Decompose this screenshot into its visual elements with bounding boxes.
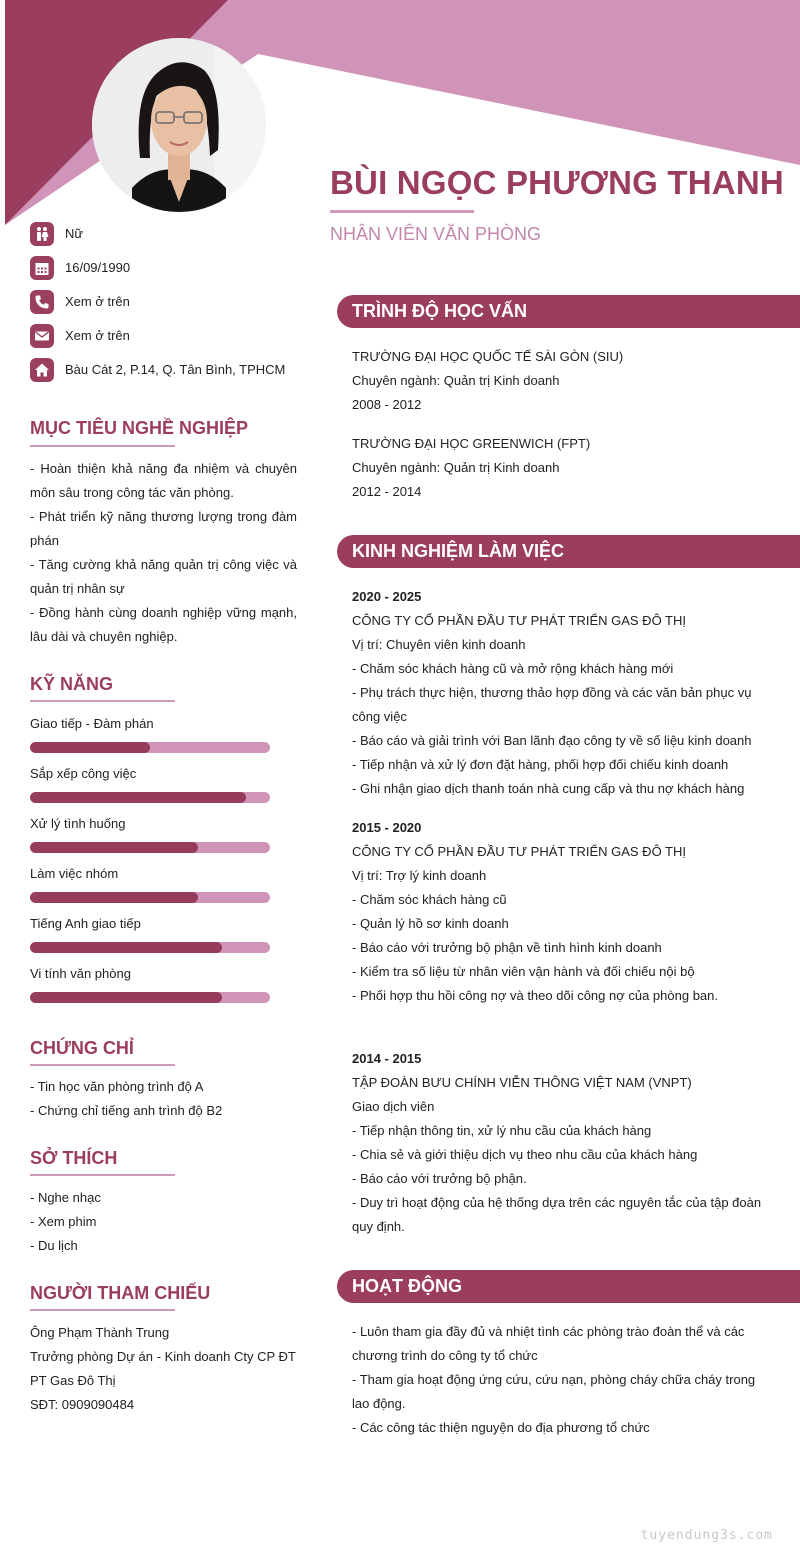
candidate-name: BÙI NGỌC PHƯƠNG THANH (330, 164, 784, 201)
objective-item: - Đồng hành cùng doanh nghiệp vững mạnh, lâu dài và chuyên nghiệp. (30, 605, 297, 644)
experience-task: - Ghi nhận giao dịch thanh toán nhà cung cấp và thu nợ khách hàng (352, 781, 745, 796)
skills-title: KỸ NĂNG (30, 674, 114, 694)
job-title: NHÂN VIÊN VĂN PHÒNG (330, 224, 542, 244)
education-header (337, 295, 800, 328)
certificate-item: - Tin học văn phòng trình độ A (30, 1079, 204, 1094)
hobby-item: - Xem phim (30, 1214, 97, 1229)
education-major: Chuyên ngành: Quản trị Kinh doanh (352, 460, 560, 475)
skills-underline (30, 700, 175, 702)
objective-item: - Phát triển kỹ năng thương lượng trong đàm phán (30, 509, 297, 548)
contact-email (30, 324, 320, 348)
skill-bar-fill (30, 992, 222, 1003)
certificate-item: - Chứng chỉ tiếng anh trình độ B2 (30, 1103, 223, 1118)
experience-entry (352, 816, 762, 1008)
contact-gender-text: Nữ (65, 226, 84, 241)
skill-bar-fill (30, 942, 222, 953)
experience-entry (352, 585, 762, 801)
skill-bar-fill (30, 742, 150, 753)
certificates-list (30, 1075, 297, 1123)
skill-bar-fill (30, 892, 198, 903)
contact-email-text: Xem ở trên (65, 328, 130, 343)
skill-label: Vi tính văn phòng (30, 966, 131, 981)
experience-task: - Báo cáo và giải trình với Ban lãnh đạo công ty về số liệu kinh doanh (352, 733, 752, 748)
reference-title: NGƯỜI THAM CHIẾU (30, 1283, 211, 1303)
portrait-photo (92, 38, 266, 212)
experience-company: CÔNG TY CỔ PHẦN ĐẦU TƯ PHÁT TRIỂN GAS ĐÔ THỊ (352, 844, 686, 859)
experience-title: KINH NGHIỆM LÀM VIỆC (352, 541, 565, 561)
contact-birthday (30, 256, 320, 280)
skill-label: Xử lý tình huống (30, 816, 126, 831)
hobbies-list (30, 1186, 297, 1258)
education-title: TRÌNH ĐỘ HỌC VẤN (352, 301, 527, 321)
objective-underline (30, 445, 175, 447)
experience-task: - Báo cáo với trưởng bộ phận. (352, 1171, 527, 1186)
activities-list (352, 1320, 762, 1440)
hobby-item: - Nghe nhạc (30, 1190, 101, 1205)
education-major: Chuyên ngành: Quản trị Kinh doanh (352, 373, 560, 388)
experience-position: Vị trí: Chuyên viên kinh doanh (352, 637, 526, 652)
experience-years: 2014 - 2015 (352, 1051, 422, 1066)
education-school: TRƯỜNG ĐẠI HỌC GREENWICH (FPT) (352, 436, 591, 451)
education-list (352, 345, 762, 504)
contact-address-text: Bàu Cát 2, P.14, Q. Tân Bình, TPHCM (65, 362, 286, 377)
skill-bar (30, 842, 270, 853)
experience-task: - Phụ trách thực hiện, thương thảo hợp đồng và các văn bản phục vụ công việc (352, 685, 752, 724)
education-years: 2012 - 2014 (352, 484, 422, 499)
watermark: tuyendung3s.com (640, 1528, 773, 1543)
calendar-icon (30, 256, 54, 280)
experience-task: - Tiếp nhận thông tin, xử lý nhu cầu của khách hàng (352, 1123, 652, 1138)
objective-list (30, 457, 297, 649)
hobbies-title: SỞ THÍCH (30, 1148, 118, 1168)
experience-task: - Kiểm tra số liệu từ nhân viên vận hành và đối chiếu nội bộ (352, 964, 695, 979)
certificates-title: CHỨNG CHỈ (30, 1038, 134, 1058)
skill-bar (30, 992, 270, 1003)
reference-underline (30, 1309, 175, 1311)
experience-company: TẬP ĐOÀN BƯU CHÍNH VIỄN THÔNG VIỆT NAM (VNPT) (352, 1075, 692, 1090)
activity-item: - Luôn tham gia đầy đủ và nhiệt tình các phòng trào đoàn thể và các chương trình do công ty tổ chức (352, 1324, 745, 1363)
experience-position: Vị trí: Trợ lý kinh doanh (352, 868, 487, 883)
contact-address (30, 358, 320, 382)
hobbies-underline (30, 1174, 175, 1176)
hobby-item: - Du lịch (30, 1238, 78, 1253)
email-icon (30, 324, 54, 348)
activities-header (337, 1270, 800, 1303)
activity-item: - Các công tác thiện nguyện do địa phương tổ chức (352, 1420, 650, 1435)
objective-title: MỤC TIÊU NGHỀ NGHIỆP (30, 418, 249, 438)
contact-phone (30, 290, 320, 314)
experience-position: Giao dịch viên (352, 1099, 435, 1114)
experience-task: - Quản lý hồ sơ kinh doanh (352, 916, 509, 931)
experience-header (337, 535, 800, 568)
reference-position: Trưởng phòng Dự án - Kinh doanh Cty CP ĐT PT Gas Đô Thị (30, 1349, 296, 1388)
objective-item: - Hoàn thiện khả năng đa nhiệm và chuyên môn sâu trong công tác văn phòng. (30, 461, 297, 500)
skill-label: Sắp xếp công việc (30, 766, 137, 781)
skill-bar (30, 892, 270, 903)
phone-icon (30, 290, 54, 314)
reference-phone: SĐT: 0909090484 (30, 1397, 135, 1412)
name-underline (330, 210, 474, 213)
experience-task: - Chia sẻ và giới thiệu dịch vụ theo nhu cầu của khách hàng (352, 1147, 698, 1162)
skill-bar (30, 942, 270, 953)
skill-bar-fill (30, 792, 246, 803)
experience-task: - Báo cáo với trưởng bộ phận về tình hình kinh doanh (352, 940, 662, 955)
certificates-underline (30, 1064, 175, 1066)
avatar (92, 38, 266, 212)
contact-birthday-text: 16/09/1990 (65, 260, 131, 275)
experience-task: - Chăm sóc khách hàng cũ (352, 892, 507, 907)
objective-item: - Tăng cường khả năng quản trị công việc và quản trị nhân sự (30, 557, 297, 596)
experience-task: - Duy trì hoạt động của hệ thống dựa trên các nguyên tắc của tập đoàn quy định. (352, 1195, 762, 1234)
experience-company: CÔNG TY CỔ PHẦN ĐẦU TƯ PHÁT TRIỂN GAS ĐÔ THỊ (352, 613, 686, 628)
activity-item: - Tham gia hoạt động ứng cứu, cứu nạn, phòng cháy chữa cháy trong lao động. (352, 1372, 756, 1411)
experience-task: - Tiếp nhận và xử lý đơn đặt hàng, phối hợp đối chiếu kinh doanh (352, 757, 729, 772)
education-years: 2008 - 2012 (352, 397, 422, 412)
experience-task: - Phối hợp thu hồi công nợ và theo dõi công nợ của phòng ban. (352, 988, 718, 1003)
activities-title: HOẠT ĐỘNG (352, 1276, 462, 1296)
gender-icon (30, 222, 54, 246)
skill-label: Tiếng Anh giao tiếp (30, 916, 141, 931)
education-school: TRƯỜNG ĐẠI HỌC QUỐC TẾ SÀI GÒN (SIU) (352, 349, 624, 364)
experience-years: 2020 - 2025 (352, 589, 422, 604)
skill-bar-fill (30, 842, 198, 853)
skill-bar (30, 792, 270, 803)
home-icon (30, 358, 54, 382)
reference-info (30, 1321, 297, 1417)
contact-phone-text: Xem ở trên (65, 294, 130, 309)
skill-bar (30, 742, 270, 753)
skill-label: Giao tiếp - Đàm phán (30, 716, 154, 731)
experience-task: - Chăm sóc khách hàng cũ và mở rộng khách hàng mới (352, 661, 674, 676)
experience-entry (352, 1047, 762, 1239)
skill-label: Làm việc nhóm (30, 866, 119, 881)
experience-years: 2015 - 2020 (352, 820, 422, 835)
contact-gender (30, 222, 320, 246)
reference-name: Ông Phạm Thành Trung (30, 1325, 170, 1340)
